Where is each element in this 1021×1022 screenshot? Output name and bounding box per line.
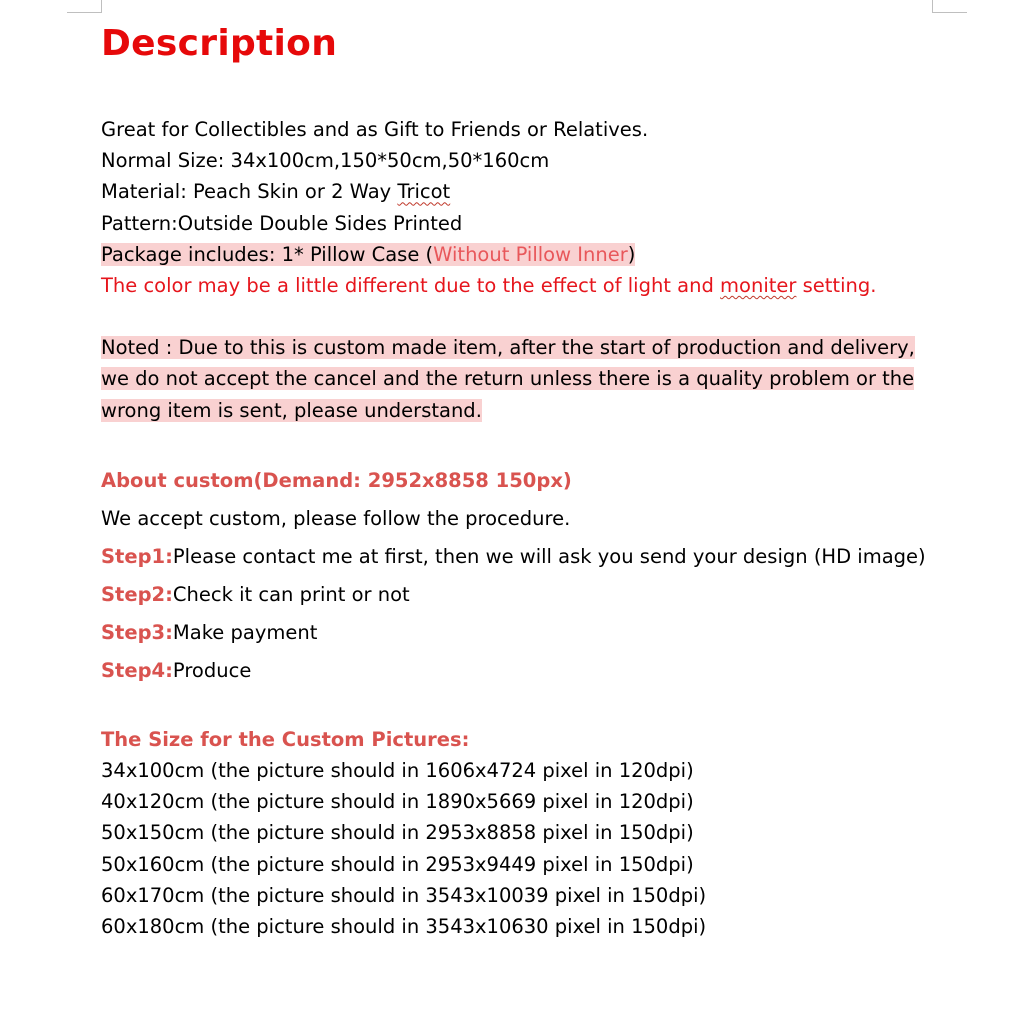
step-2 (101, 576, 961, 614)
crop-mark-top-right (932, 0, 967, 13)
step-1 (101, 538, 961, 576)
intro-line-5 (101, 239, 961, 270)
intro-line-3 (101, 176, 961, 207)
moniter-word: moniter (720, 274, 797, 298)
step-2-text: Check it can print or not (172, 582, 410, 606)
intro-line-1: Great for Collectibles and as Gift to Friends or Relatives. (101, 118, 649, 141)
color-suffix: setting. (796, 274, 877, 298)
size-item: 60x180cm (the picture should in 3543x10630 pixel in 150dpi) (101, 915, 707, 939)
step-4-label: Step4: (101, 658, 173, 682)
color-disclaimer (101, 270, 961, 301)
step-1-label: Step1: (101, 544, 173, 568)
step-2-label: Step2: (101, 582, 173, 606)
size-item: 34x100cm (the picture should in 1606x4724 pixel in 120dpi) (101, 759, 694, 783)
step-3-text: Make payment (172, 620, 318, 644)
about-custom-heading: About custom(Demand: 2952x8858 150px) (101, 468, 572, 492)
noted-text-3: wrong item is sent, please understand. (101, 398, 482, 422)
intro-line-2: Normal Size: 34x100cm,150*50cm,50*160cm (101, 149, 550, 173)
noted-text-1: Noted : Due to this is custom made item, after the start of production and delivery, (101, 336, 915, 360)
size-item: 50x160cm (the picture should in 2953x9449 pixel in 150dpi) (101, 852, 694, 876)
material-text: Material: Peach Skin or 2 Way (101, 180, 398, 204)
size-item: 40x120cm (the picture should in 1890x5669 pixel in 120dpi) (101, 790, 694, 814)
document-body (101, 18, 961, 942)
step-3 (101, 614, 961, 652)
custom-intro: We accept custom, please follow the procedure. (101, 506, 571, 530)
step-1-text: Please contact me at first, then we will ask you send your design (HD image) (172, 544, 926, 568)
size-item: 50x150cm (the picture should in 2953x8858 pixel in 150dpi) (101, 821, 694, 845)
package-text: Package includes: 1* Pillow Case ( (101, 242, 434, 266)
color-text: The color may be a little different due to the effect of light and (101, 274, 721, 298)
step-4-text: Produce (172, 658, 252, 682)
without-pillow-inner: Without Pillow Inner (433, 242, 628, 266)
noted-text-2: we do not accept the cancel and the return unless there is a quality problem or the (101, 367, 915, 391)
size-item: 60x170cm (the picture should in 3543x10039 pixel in 150dpi) (101, 883, 707, 907)
noted-line-3 (101, 395, 961, 426)
step-3-label: Step3: (101, 620, 173, 644)
package-includes (101, 243, 635, 266)
tricot-word: Tricot (397, 180, 451, 204)
noted-line-2 (101, 363, 961, 394)
sizes-heading: The Size for the Custom Pictures: (101, 727, 470, 751)
noted-line-1 (101, 332, 961, 363)
intro-line-4: Pattern:Outside Double Sides Printed (101, 211, 463, 235)
crop-mark-top-left (67, 0, 102, 13)
package-close: ) (627, 242, 636, 266)
step-4 (101, 652, 961, 690)
page-title: Description (101, 23, 338, 64)
